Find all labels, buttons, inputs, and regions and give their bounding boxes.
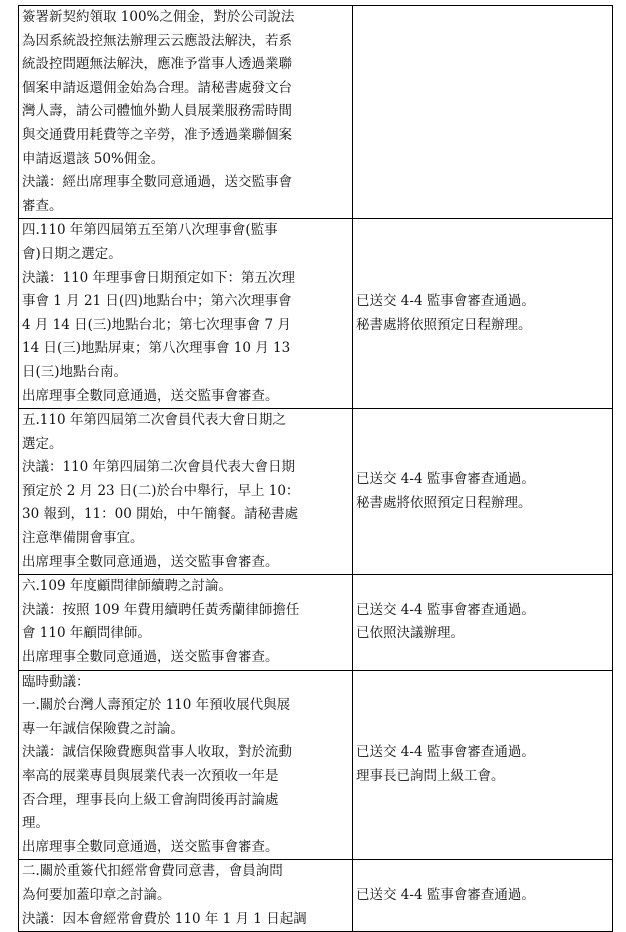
status-line: 已送交 4-4 監事會審查通過。 bbox=[356, 293, 535, 310]
text-line: 30 報到，11：00 開始，中午簡餐。請秘書處 bbox=[22, 506, 299, 523]
text-line: 決議：經出席理事全數同意通過，送交監事會 bbox=[22, 174, 292, 191]
table-row bbox=[19, 670, 613, 860]
text-line: 14 日(三)地點屏東；第八次理事會 10 月 13 bbox=[22, 340, 291, 357]
text-line: 決議：110 年理事會日期預定如下：第五次理 bbox=[22, 269, 296, 286]
status-line: 秘書處將依照預定日程辦理。 bbox=[356, 494, 532, 511]
table-row bbox=[19, 6, 613, 219]
text-line: 4 月 14 日(三)地點台北；第七次理事會 7 月 bbox=[22, 316, 291, 333]
minutes-table bbox=[18, 5, 613, 932]
table-row bbox=[19, 860, 613, 932]
text-line: 臨時動議： bbox=[22, 673, 90, 690]
text-line: 出席理事全數同意通過，送交監事會審查。 bbox=[22, 649, 279, 666]
status-cell bbox=[353, 575, 613, 670]
resolution-cell bbox=[19, 670, 353, 860]
table-row bbox=[19, 575, 613, 670]
text-line: 統設控問題無法解決，應准予當事人透過業聯 bbox=[22, 56, 292, 73]
resolution-cell bbox=[19, 575, 353, 670]
text-line: 出席理事全數同意通過，送交監事會審查。 bbox=[22, 387, 279, 404]
resolution-cell bbox=[19, 860, 353, 932]
status-line: 理事長已詢問上級工會。 bbox=[356, 768, 505, 784]
text-line: 決議：按照 109 年費用續聘任黃秀蘭律師擔任 bbox=[22, 601, 300, 618]
text-line: 申請返還該 50%佣金。 bbox=[22, 150, 165, 167]
table-row bbox=[19, 409, 613, 575]
text-line: 理。 bbox=[22, 815, 49, 832]
text-line: 灣人壽，請公司體恤外勤人員展業服務需時間 bbox=[22, 103, 292, 120]
resolution-cell bbox=[19, 219, 353, 409]
text-line: 出席理事全數同意通過，送交監事會審查。 bbox=[22, 553, 279, 570]
resolution-cell bbox=[19, 6, 353, 219]
text-line: 率高的展業專員與展業代表一次預收一年是 bbox=[22, 768, 279, 784]
text-line: 為因系統設控無法辦理云云應設法解決，若系 bbox=[22, 32, 292, 49]
text-line: 決議：因本會經常會費於 110 年 1 月 1 日起調 bbox=[22, 910, 307, 927]
text-line: 日(三)地點台南。 bbox=[22, 363, 128, 380]
text-line: 決議：誠信保險費應與當事人收取，對於流動 bbox=[22, 744, 292, 761]
text-line: 簽署新契約領取 100%之佣金，對於公司說法 bbox=[22, 9, 295, 25]
text-line: 出席理事全數同意通過，送交監事會審查。 bbox=[22, 838, 279, 855]
table-row bbox=[19, 219, 613, 409]
text-line: 事會 1 月 21 日(四)地點台中；第六次理事會 bbox=[22, 293, 292, 310]
status-cell bbox=[353, 219, 613, 409]
status-cell bbox=[353, 409, 613, 575]
text-line: 與交通費用耗費等之辛勞，准予透過業聯個案 bbox=[22, 126, 292, 143]
status-cell bbox=[353, 6, 613, 219]
status-cell bbox=[353, 860, 613, 932]
status-line: 秘書處將依照預定日程辦理。 bbox=[356, 316, 532, 333]
text-line: 會)日期之選定。 bbox=[22, 245, 122, 262]
text-line: 個案申請返還佣金始為合理。請秘書處發文台 bbox=[22, 79, 292, 96]
text-line: 為何要加蓋印章之討論。 bbox=[22, 886, 171, 903]
status-line: 已送交 4-4 監事會審查通過。 bbox=[356, 886, 535, 903]
text-line: 一.關於台灣人壽預定於 110 年預收展代與展 bbox=[22, 697, 291, 714]
status-line: 已送交 4-4 監事會審查通過。 bbox=[356, 744, 535, 761]
status-line: 已送交 4-4 監事會審查通過。 bbox=[356, 601, 535, 618]
status-line: 已依照決議辦理。 bbox=[356, 625, 464, 642]
text-line: 選定。 bbox=[22, 435, 63, 452]
text-line: 決議：110 年第四屆第二次會員代表大會日期 bbox=[22, 459, 296, 476]
text-line: 二.關於重簽代扣經常會費同意書，會員詢問 bbox=[22, 863, 283, 880]
resolution-cell bbox=[19, 409, 353, 575]
text-line: 否合理，理事長向上級工會詢問後再討論處 bbox=[22, 791, 279, 808]
text-line: 五.110 年第四屆第二次會員代表大會日期之 bbox=[22, 412, 286, 429]
status-line: 已送交 4-4 監事會審查通過。 bbox=[356, 471, 535, 488]
text-line: 四.110 年第四屆第五至第八次理事會(監事 bbox=[22, 222, 278, 239]
text-line: 審查。 bbox=[22, 197, 63, 214]
text-line: 專一年誠信保險費之討論。 bbox=[22, 720, 184, 737]
status-cell bbox=[353, 670, 613, 860]
text-line: 會 110 年顧問律師。 bbox=[22, 625, 151, 642]
document-page bbox=[18, 5, 610, 932]
text-line: 預定於 2 月 23 日(二)於台中舉行，早上 10： bbox=[22, 482, 300, 499]
text-line: 注意準備開會事宜。 bbox=[22, 530, 144, 547]
text-line: 六.109 年度顧問律師續聘之討論。 bbox=[22, 578, 232, 595]
